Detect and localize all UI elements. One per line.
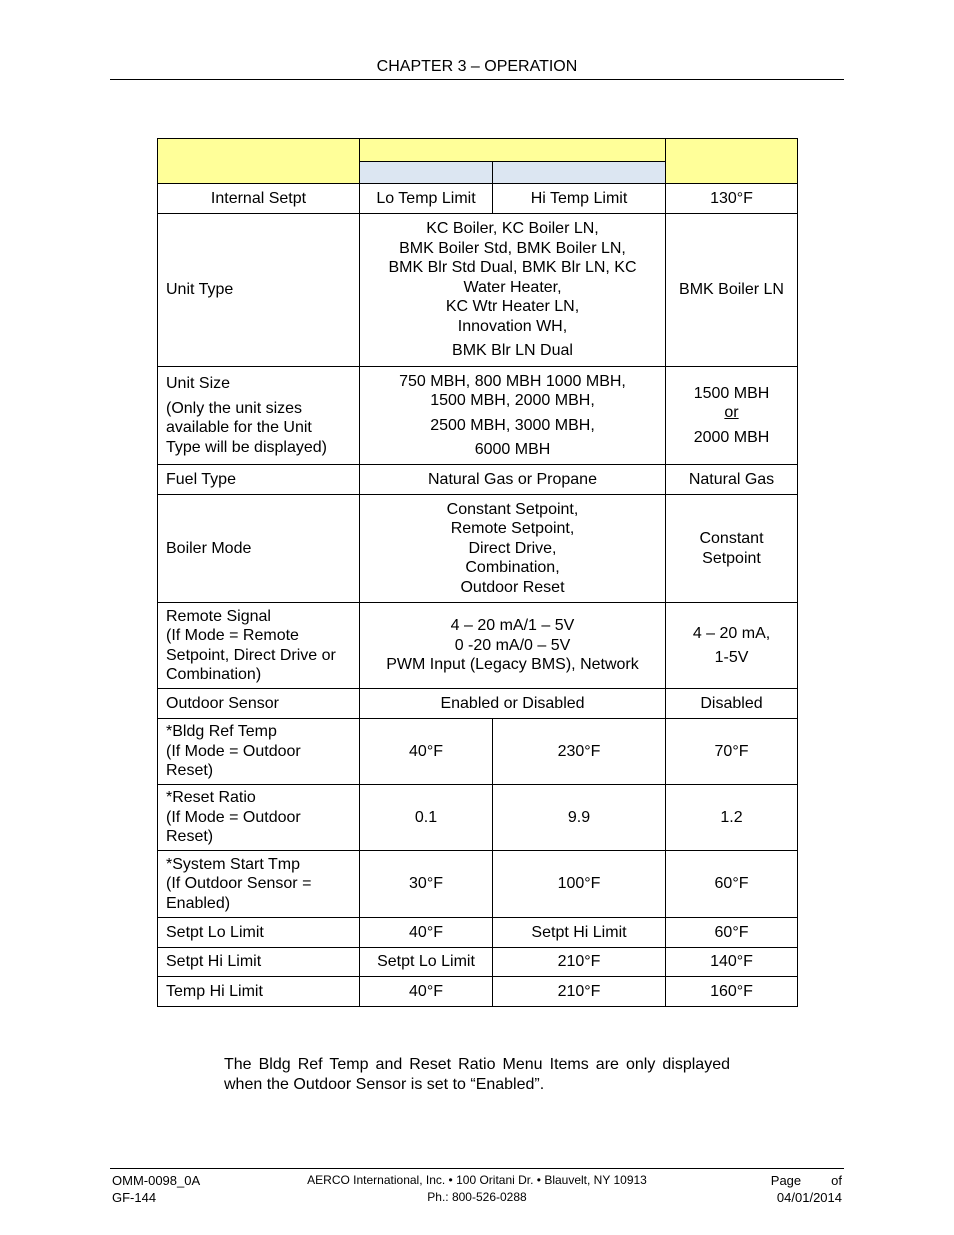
header-cell-default: [666, 139, 798, 184]
item-line: Reset): [166, 762, 214, 780]
default-line: 2000 MBH: [693, 428, 770, 446]
default-cell: 140°F: [666, 948, 798, 977]
item-line: Remote Signal: [166, 607, 271, 625]
company-address: AERCO International, Inc. • 100 Oritani Dr. • Blauvelt, NY 10913: [307, 1173, 647, 1187]
item-line: Setpoint, Direct Drive or: [166, 646, 336, 664]
max-cell: 9.9: [493, 785, 666, 851]
min-cell: Lo Temp Limit: [360, 184, 493, 214]
default-cell: Disabled: [666, 689, 798, 719]
table-header-row: [158, 139, 798, 162]
item-cell: Boiler Mode: [158, 495, 360, 603]
item-line: Enabled): [166, 894, 231, 912]
default-cell: [666, 603, 798, 689]
table-row: [158, 214, 798, 367]
choice-line: KC Wtr Heater LN,: [445, 298, 580, 316]
choice-line: BMK Blr LN Dual: [452, 342, 573, 360]
min-cell: 30°F: [360, 851, 493, 918]
default-cell: 60°F: [666, 918, 798, 948]
default-cell: BMK Boiler LN: [666, 214, 798, 367]
max-cell: 210°F: [493, 948, 666, 977]
table-row: [158, 495, 798, 603]
choice-line: KC Boiler, KC Boiler LN,: [426, 220, 599, 238]
table-row: [158, 465, 798, 495]
choice-line: BMK Boiler Std, BMK Boiler LN,: [399, 239, 626, 257]
default-cell: 130°F: [666, 184, 798, 214]
item-line: (If Mode = Remote: [166, 627, 299, 644]
choices-cell: [360, 214, 666, 367]
item-cell: Fuel Type: [158, 465, 360, 495]
min-cell: 0.1: [360, 785, 493, 851]
header-divider: [110, 79, 844, 80]
table-row: [158, 948, 798, 977]
table-row: [158, 603, 798, 689]
page-label: Page: [770, 1173, 802, 1188]
item-line: available for the Unit: [166, 419, 312, 436]
default-cell: [666, 495, 798, 603]
revision-date: 04/01/2014: [776, 1190, 842, 1205]
choice-line: Water Heater,: [463, 278, 562, 296]
table-row: [158, 851, 798, 918]
default-line: 1-5V: [714, 649, 749, 666]
subheader-maximum: [493, 162, 666, 184]
table-row: [158, 719, 798, 785]
item-line: Combination): [166, 666, 262, 683]
doc-number: OMM-0098_0A: [112, 1173, 201, 1188]
footer-doc-ids: [112, 1172, 200, 1206]
configuration-menu-table: [157, 138, 798, 1007]
table-row: [158, 785, 798, 851]
company-phone: Ph.: 800-526-0288: [427, 1190, 527, 1204]
item-line: Type will be displayed): [166, 438, 327, 456]
of-label: of: [831, 1173, 842, 1188]
choice-line: 6000 MBH: [474, 441, 551, 458]
item-line: (If Mode = Outdoor: [166, 742, 301, 760]
header-cell-range: [360, 139, 666, 162]
max-cell: 100°F: [493, 851, 666, 918]
item-cell: [158, 603, 360, 689]
item-line: (If Mode = Outdoor: [166, 808, 301, 826]
min-cell: Setpt Lo Limit: [360, 948, 493, 977]
choice-line: Combination,: [465, 559, 560, 577]
footer-company: [270, 1172, 684, 1206]
table-row: [158, 918, 798, 948]
footer-page-info: [771, 1172, 842, 1206]
min-cell: 40°F: [360, 977, 493, 1007]
choice-line: 2500 MBH, 3000 MBH,: [430, 416, 595, 434]
choice-line: 0 -20 mA/0 – 5V: [454, 636, 571, 654]
table-row: [158, 367, 798, 465]
choice-line: PWM Input (Legacy BMS), Network: [386, 656, 639, 674]
choices-cell: Natural Gas or Propane: [360, 465, 666, 495]
subheader-minimum: [360, 162, 493, 184]
item-cell: Temp Hi Limit: [158, 977, 360, 1007]
item-cell: Setpt Lo Limit: [158, 918, 360, 948]
table-row: [158, 184, 798, 214]
item-cell: Unit Type: [158, 214, 360, 367]
choices-cell: [360, 603, 666, 689]
choice-line: Constant Setpoint,: [446, 500, 579, 518]
item-cell: [158, 367, 360, 465]
item-cell: [158, 851, 360, 918]
max-cell: 230°F: [493, 719, 666, 785]
default-line: Constant: [699, 530, 764, 547]
choice-line: Remote Setpoint,: [450, 520, 575, 538]
item-cell: [158, 785, 360, 851]
item-cell: Setpt Hi Limit: [158, 948, 360, 977]
choice-line: 4 – 20 mA/1 – 5V: [450, 617, 575, 635]
chapter-heading: CHAPTER 3 – OPERATION: [376, 58, 578, 75]
min-cell: 40°F: [360, 918, 493, 948]
item-cell: Outdoor Sensor: [158, 689, 360, 719]
choice-line: Direct Drive,: [468, 539, 557, 557]
doc-code: GF-144: [112, 1190, 157, 1205]
choice-line: 750 MBH, 800 MBH 1000 MBH,: [399, 372, 626, 390]
default-cell: 70°F: [666, 719, 798, 785]
footer-divider: [110, 1168, 844, 1169]
item-line: *System Start Tmp: [166, 855, 300, 873]
min-cell: 40°F: [360, 719, 493, 785]
table-row: [158, 689, 798, 719]
default-cell: 1.2: [666, 785, 798, 851]
default-cell: Natural Gas: [666, 465, 798, 495]
item-line: *Reset Ratio: [166, 789, 256, 807]
item-line: (If Outdoor Sensor =: [166, 875, 312, 893]
default-line: 1500 MBH: [693, 384, 770, 402]
default-line: or: [724, 404, 739, 422]
header-cell-item: [158, 139, 360, 184]
default-line: 4 – 20 mA,: [692, 624, 771, 642]
default-line: Setpoint: [702, 549, 761, 567]
outdoor-reset-note: The Bldg Ref Temp and Reset Ratio Menu Items are only displayed when the Outdoor Sensor is set to “Enabled”.: [224, 1056, 730, 1093]
choice-line: 1500 MBH, 2000 MBH,: [430, 392, 595, 409]
max-cell: Setpt Hi Limit: [493, 918, 666, 948]
max-cell: 210°F: [493, 977, 666, 1007]
choice-line: Innovation WH,: [457, 317, 568, 335]
table-row: [158, 977, 798, 1007]
default-cell: [666, 367, 798, 465]
item-line: Unit Size: [166, 375, 231, 392]
item-cell: [158, 719, 360, 785]
item-cell: Internal Setpt: [158, 184, 360, 214]
page-number: [771, 1172, 842, 1189]
choice-line: Outdoor Reset: [460, 578, 565, 596]
item-line: Reset): [166, 828, 214, 846]
choices-cell: Enabled or Disabled: [360, 689, 666, 719]
max-cell: Hi Temp Limit: [493, 184, 666, 214]
item-line: (Only the unit sizes: [166, 399, 303, 417]
item-line: *Bldg Ref Temp: [166, 723, 277, 741]
default-cell: 60°F: [666, 851, 798, 918]
choices-cell: [360, 367, 666, 465]
choices-cell: [360, 495, 666, 603]
choice-line: BMK Blr Std Dual, BMK Blr LN, KC: [388, 259, 637, 277]
default-cell: 160°F: [666, 977, 798, 1007]
